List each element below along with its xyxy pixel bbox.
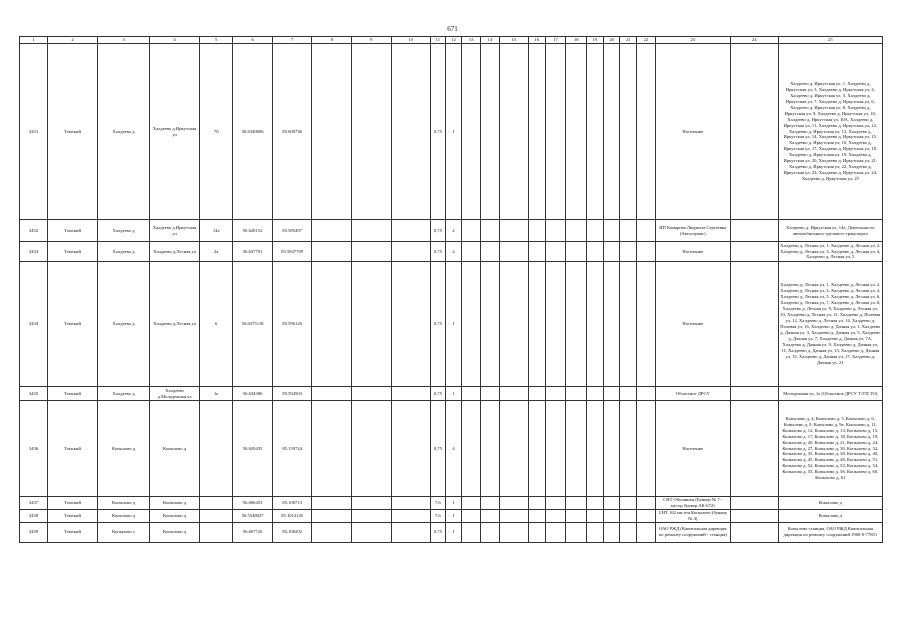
column-header: 21 bbox=[620, 37, 637, 44]
column-header: 2 bbox=[48, 37, 98, 44]
empty-cell bbox=[312, 262, 352, 387]
empty-cell bbox=[528, 220, 545, 242]
empty-cell bbox=[566, 387, 587, 401]
empty-cell bbox=[603, 220, 620, 242]
served-objects-cell: Халдеево д, Лесная ул, 1, Халдеево д, Лесная ул, 2, Халдеево д, Лесная ул, 3, Халдеево д, Лесная ул, 4, Халдеево д, Лесная ул, 5 bbox=[778, 242, 882, 262]
register-table bbox=[19, 36, 883, 543]
empty-cell bbox=[545, 262, 566, 387]
district-cell: Томский bbox=[48, 387, 98, 401]
street-cell: Халдеево д.Молодежная ул bbox=[150, 387, 200, 401]
column-header: 6 bbox=[233, 37, 273, 44]
empty-cell bbox=[528, 262, 545, 387]
page-number: 671 bbox=[447, 25, 458, 33]
empty-cell bbox=[462, 262, 481, 387]
empty-cell bbox=[620, 44, 637, 220]
empty-cell bbox=[499, 509, 528, 522]
street-cell: Копылово д bbox=[150, 401, 200, 497]
empty-cell bbox=[499, 262, 528, 387]
latitude-cell: 56.6340006 bbox=[233, 44, 273, 220]
empty-cell bbox=[566, 509, 587, 522]
owner-cell: ИП Комарова Людмила Сергеевна (Автосервис) bbox=[655, 220, 730, 242]
empty-cell bbox=[566, 522, 587, 542]
empty-cell bbox=[566, 220, 587, 242]
row-number-cell: 3435 bbox=[20, 387, 48, 401]
owner-cell: Население bbox=[655, 262, 730, 387]
empty-cell bbox=[603, 262, 620, 387]
count-cell: 4 bbox=[445, 401, 462, 497]
latitude-cell: 56.5548027 bbox=[233, 509, 273, 522]
empty-cell bbox=[462, 401, 481, 497]
latitude-cell: 56.637791 bbox=[233, 242, 273, 262]
empty-cell bbox=[391, 509, 431, 522]
empty-cell bbox=[499, 387, 528, 401]
house-cell bbox=[200, 509, 233, 522]
longitude-cell: 85.585497 bbox=[272, 220, 312, 242]
empty-cell bbox=[391, 262, 431, 387]
empty-cell bbox=[587, 242, 604, 262]
empty-cell bbox=[620, 497, 637, 510]
column-header: 17 bbox=[545, 37, 566, 44]
empty-cell bbox=[587, 497, 604, 510]
served-objects-cell: Копылово станция, ОАО РЖД Капитальная дирекция по ремонту сооружений 1900-0-77651 bbox=[778, 522, 882, 542]
empty-cell bbox=[566, 401, 587, 497]
latitude-cell: 56.6375118 bbox=[233, 262, 273, 387]
empty-cell bbox=[603, 44, 620, 220]
empty-cell bbox=[545, 220, 566, 242]
empty-cell bbox=[730, 387, 778, 401]
empty-cell bbox=[528, 401, 545, 497]
settlement-cell: Халдеево д bbox=[98, 220, 150, 242]
district-cell: Томский bbox=[48, 220, 98, 242]
empty-cell bbox=[481, 497, 500, 510]
served-objects-cell: Копылово д, 4, Копылово д, 5, Копылово д, 6, Копылово д, 9, Копылово д, 9а, Копылово д, 11, Копылово д, 12, Копылово д, 13, Копылово д, 15, Копылово д, 17, Копылово д, 18, Копылово д, 19, Копылово д, 20, Копылово д, 21, Копылово д, 24, Копылово д, 27, Копылово д, 30, Копылово д, 32, Копылово д, 35, Копылово д, 38, Копылово д, 40, Копылово д, 45, Копылово д, 48, Копылово д, 51, Копылово д, 52, Копылово д, 53, Копылово д, 54, Копылово д, 55, Копылово д, 56, Копылово д, 60, Копылово д, 61 bbox=[778, 401, 882, 497]
empty-cell bbox=[730, 497, 778, 510]
longitude-cell: 85.600736 bbox=[272, 44, 312, 220]
latitude-cell: 56.629435 bbox=[233, 401, 273, 497]
volume-cell: 0,75 bbox=[431, 401, 446, 497]
empty-cell bbox=[312, 522, 352, 542]
count-cell: 2 bbox=[445, 220, 462, 242]
empty-cell bbox=[312, 44, 352, 220]
count-cell: 1 bbox=[445, 509, 462, 522]
empty-cell bbox=[481, 242, 500, 262]
column-header: 10 bbox=[391, 37, 431, 44]
row-number-cell: 3434 bbox=[20, 262, 48, 387]
empty-cell bbox=[545, 401, 566, 497]
house-cell bbox=[200, 522, 233, 542]
empty-cell bbox=[462, 497, 481, 510]
empty-cell bbox=[620, 509, 637, 522]
volume-cell: 0,75 bbox=[431, 522, 446, 542]
empty-cell bbox=[587, 44, 604, 220]
empty-cell bbox=[545, 509, 566, 522]
empty-cell bbox=[730, 509, 778, 522]
empty-cell bbox=[620, 262, 637, 387]
served-objects-cell: Халдеево д, Иркутская ул, 1, Халдеево д, Иркутская ул, 3, Халдеево д, Иркутская ул, 4, Халдеево д, Иркутская ул, 5, Халдеево д, Иркутская ул, 7, Халдеево д, Иркутская ул, 6, Халдеево д, Иркутская ул, 8, Халдеево д, Иркутская ул, 9, Халдеево д, Иркутская ул, 10, Халдеево д, Иркутская ул, 10А, Халдеево д, Иркутская ул, 11, Халдеево д, Иркутская ул, 12, Халдеево д, Иркутская ул, 13, Халдеево д, Иркутская ул, 14, Халдеево д, Иркутская ул, 15, Халдеево д, Иркутская ул, 16, Халдеево д, Иркутская ул, 17, Халдеево д, Иркутская ул, 18, Халдеево д, Иркутская ул, 19, Халдеево д, Иркутская ул, 20, Халдеево д, Иркутская ул, 21, Халдеево д, Иркутская ул, 22, Халдеево д, Иркутская ул, 23, Халдеево д, Иркутская ул, 24, Халдеево д, Иркутская ул, 25 bbox=[778, 44, 882, 220]
district-cell: Томский bbox=[48, 522, 98, 542]
longitude-cell: 85.159724 bbox=[272, 401, 312, 497]
volume-cell: 0,75 bbox=[431, 387, 446, 401]
served-objects-cell: Копылово д bbox=[778, 497, 882, 510]
empty-cell bbox=[391, 387, 431, 401]
column-header: 25 bbox=[778, 37, 882, 44]
table-row bbox=[20, 522, 883, 542]
empty-cell bbox=[351, 497, 391, 510]
empty-cell bbox=[603, 522, 620, 542]
empty-cell bbox=[481, 220, 500, 242]
empty-cell bbox=[587, 401, 604, 497]
empty-cell bbox=[587, 262, 604, 387]
empty-cell bbox=[620, 387, 637, 401]
row-number-cell: 3433 bbox=[20, 242, 48, 262]
count-cell: 1 bbox=[445, 522, 462, 542]
empty-cell bbox=[462, 44, 481, 220]
empty-cell bbox=[566, 497, 587, 510]
table-row bbox=[20, 262, 883, 387]
empty-cell bbox=[637, 242, 656, 262]
empty-cell bbox=[587, 220, 604, 242]
empty-cell bbox=[637, 262, 656, 387]
table-row bbox=[20, 44, 883, 220]
empty-cell bbox=[545, 522, 566, 542]
empty-cell bbox=[603, 242, 620, 262]
settlement-cell: Халдеево д bbox=[98, 387, 150, 401]
empty-cell bbox=[620, 242, 637, 262]
table-row bbox=[20, 220, 883, 242]
street-cell: Копылово д bbox=[150, 509, 200, 522]
empty-cell bbox=[566, 242, 587, 262]
empty-cell bbox=[312, 387, 352, 401]
row-number-cell: 3437 bbox=[20, 497, 48, 510]
empty-cell bbox=[351, 44, 391, 220]
settlement-cell: Копылово д bbox=[98, 401, 150, 497]
empty-cell bbox=[462, 387, 481, 401]
empty-cell bbox=[312, 220, 352, 242]
empty-cell bbox=[545, 44, 566, 220]
longitude-cell: 85,100292 bbox=[272, 522, 312, 542]
column-header: 14 bbox=[481, 37, 500, 44]
table-row bbox=[20, 509, 883, 522]
district-cell: Томский bbox=[48, 509, 98, 522]
row-number-cell: 3438 bbox=[20, 509, 48, 522]
empty-cell bbox=[351, 522, 391, 542]
table-row bbox=[20, 387, 883, 401]
column-header: 20 bbox=[603, 37, 620, 44]
column-header: 8 bbox=[312, 37, 352, 44]
street-cell: Халдеево д.Лесная ул bbox=[150, 242, 200, 262]
empty-cell bbox=[499, 242, 528, 262]
district-cell: Томский bbox=[48, 401, 98, 497]
longitude-cell: 85.5847709 bbox=[272, 242, 312, 262]
empty-cell bbox=[462, 509, 481, 522]
count-cell: 1 bbox=[445, 387, 462, 401]
empty-cell bbox=[637, 497, 656, 510]
house-cell: 14а bbox=[200, 220, 233, 242]
empty-cell bbox=[637, 522, 656, 542]
empty-cell bbox=[603, 401, 620, 497]
empty-cell bbox=[566, 262, 587, 387]
street-cell: Копылово д bbox=[150, 497, 200, 510]
empty-cell bbox=[462, 220, 481, 242]
empty-cell bbox=[587, 522, 604, 542]
volume-cell: 0,75 bbox=[431, 262, 446, 387]
empty-cell bbox=[730, 262, 778, 387]
served-objects-cell: Молодежная ул, 1ь (Областное ДРСУ Т/УП ТО) bbox=[778, 387, 882, 401]
empty-cell bbox=[730, 242, 778, 262]
empty-cell bbox=[499, 220, 528, 242]
empty-cell bbox=[391, 44, 431, 220]
empty-cell bbox=[637, 509, 656, 522]
empty-cell bbox=[620, 220, 637, 242]
house-cell: 70 bbox=[200, 44, 233, 220]
volume-cell: 0,75 bbox=[431, 242, 446, 262]
empty-cell bbox=[391, 242, 431, 262]
empty-cell bbox=[351, 220, 391, 242]
column-header: 12 bbox=[445, 37, 462, 44]
empty-cell bbox=[528, 509, 545, 522]
empty-cell bbox=[730, 220, 778, 242]
empty-cell bbox=[462, 522, 481, 542]
empty-cell bbox=[312, 242, 352, 262]
empty-cell bbox=[391, 220, 431, 242]
empty-cell bbox=[481, 401, 500, 497]
empty-cell bbox=[351, 401, 391, 497]
latitude-cell: 56,606453 bbox=[233, 497, 273, 510]
empty-cell bbox=[312, 401, 352, 497]
column-header: 9 bbox=[351, 37, 391, 44]
district-cell: Томский bbox=[48, 262, 98, 387]
house-cell bbox=[200, 401, 233, 497]
table-row bbox=[20, 242, 883, 262]
owner-cell: СНТ 162 им.ген Копылово (бункер № 4) bbox=[655, 509, 730, 522]
served-objects-cell: Халдеево д, Иркутская ул, 14а, Деятельность автомобильного грузового транспорта bbox=[778, 220, 882, 242]
column-header: 19 bbox=[587, 37, 604, 44]
owner-cell: Население bbox=[655, 242, 730, 262]
house-cell bbox=[200, 497, 233, 510]
owner-cell: Население bbox=[655, 44, 730, 220]
street-cell: Халдеево д.Лесная ул bbox=[150, 262, 200, 387]
table-row bbox=[20, 401, 883, 497]
empty-cell bbox=[587, 509, 604, 522]
row-number-cell: 3439 bbox=[20, 522, 48, 542]
empty-cell bbox=[603, 497, 620, 510]
empty-cell bbox=[499, 522, 528, 542]
empty-cell bbox=[312, 497, 352, 510]
count-cell: 1 bbox=[445, 44, 462, 220]
empty-cell bbox=[481, 44, 500, 220]
empty-cell bbox=[528, 44, 545, 220]
owner-cell: Областное ДРСУ bbox=[655, 387, 730, 401]
empty-cell bbox=[620, 401, 637, 497]
empty-cell bbox=[499, 401, 528, 497]
empty-cell bbox=[730, 522, 778, 542]
street-cell: Халдеево д.Иркутская ул bbox=[150, 44, 200, 220]
volume-cell: 7,6 bbox=[431, 509, 446, 522]
column-header: 1 bbox=[20, 37, 48, 44]
empty-cell bbox=[481, 509, 500, 522]
column-header: 22 bbox=[637, 37, 656, 44]
latitude-cell: 56.620152 bbox=[233, 220, 273, 242]
empty-cell bbox=[528, 387, 545, 401]
table-row bbox=[20, 497, 883, 510]
served-objects-cell: Копылово д bbox=[778, 509, 882, 522]
count-cell: 1 bbox=[445, 262, 462, 387]
row-number-cell: 3431 bbox=[20, 44, 48, 220]
empty-cell bbox=[481, 522, 500, 542]
column-header: 7 bbox=[272, 37, 312, 44]
settlement-cell: Копылово д bbox=[98, 509, 150, 522]
column-header: 18 bbox=[566, 37, 587, 44]
empty-cell bbox=[391, 522, 431, 542]
empty-cell bbox=[528, 242, 545, 262]
empty-cell bbox=[603, 387, 620, 401]
column-header: 11 bbox=[431, 37, 446, 44]
street-cell: Копылово д bbox=[150, 522, 200, 542]
empty-cell bbox=[637, 44, 656, 220]
empty-cell bbox=[566, 44, 587, 220]
longitude-cell: 85.596126 bbox=[272, 262, 312, 387]
empty-cell bbox=[351, 262, 391, 387]
volume-cell: 0,75 bbox=[431, 220, 446, 242]
empty-cell bbox=[351, 242, 391, 262]
empty-cell bbox=[730, 401, 778, 497]
empty-cell bbox=[545, 242, 566, 262]
house-cell: 6 bbox=[200, 262, 233, 387]
empty-cell bbox=[351, 509, 391, 522]
count-cell: 1 bbox=[445, 497, 462, 510]
empty-cell bbox=[528, 497, 545, 510]
settlement-cell: Халдеево д bbox=[98, 262, 150, 387]
owner-cell: Население bbox=[655, 401, 730, 497]
empty-cell bbox=[637, 220, 656, 242]
empty-cell bbox=[730, 44, 778, 220]
empty-cell bbox=[481, 262, 500, 387]
empty-cell bbox=[391, 401, 431, 497]
street-cell: Халдеево д.Иркутская ул bbox=[150, 220, 200, 242]
house-cell: 2а bbox=[200, 242, 233, 262]
empty-cell bbox=[351, 387, 391, 401]
column-number-header-row bbox=[20, 37, 883, 44]
owner-cell: ОАО РЖД (Капитальная дирекция по ремонту сооружений - станция) bbox=[655, 522, 730, 542]
empty-cell bbox=[587, 387, 604, 401]
volume-cell: 7,6 bbox=[431, 497, 446, 510]
count-cell: 2 bbox=[445, 242, 462, 262]
longitude-cell: 85.594503 bbox=[272, 387, 312, 401]
column-header: 3 bbox=[98, 37, 150, 44]
latitude-cell: 56.634386 bbox=[233, 387, 273, 401]
empty-cell bbox=[499, 497, 528, 510]
empty-cell bbox=[528, 522, 545, 542]
empty-cell bbox=[481, 387, 500, 401]
row-number-cell: 3432 bbox=[20, 220, 48, 242]
column-header: 15 bbox=[499, 37, 528, 44]
volume-cell: 0,75 bbox=[431, 44, 446, 220]
settlement-cell: Халдеево д bbox=[98, 242, 150, 262]
column-header: 13 bbox=[462, 37, 481, 44]
longitude-cell: 85,100713 bbox=[272, 497, 312, 510]
column-header: 24 bbox=[730, 37, 778, 44]
district-cell: Томский bbox=[48, 44, 98, 220]
empty-cell bbox=[545, 387, 566, 401]
column-header: 16 bbox=[528, 37, 545, 44]
settlement-cell: Копылово д bbox=[98, 497, 150, 510]
column-header: 5 bbox=[200, 37, 233, 44]
settlement-cell: Халдеево д bbox=[98, 44, 150, 220]
house-cell: 1ь bbox=[200, 387, 233, 401]
empty-cell bbox=[312, 509, 352, 522]
empty-cell bbox=[603, 509, 620, 522]
row-number-cell: 3436 bbox=[20, 401, 48, 497]
empty-cell bbox=[462, 242, 481, 262]
empty-cell bbox=[545, 497, 566, 510]
column-header: 4 bbox=[150, 37, 200, 44]
empty-cell bbox=[637, 401, 656, 497]
empty-cell bbox=[499, 44, 528, 220]
latitude-cell: 56,607726 bbox=[233, 522, 273, 542]
owner-cell: СНТ Обушинец (Бункер № 7 - мусор бункер АК-672) bbox=[655, 497, 730, 510]
district-cell: Томский bbox=[48, 497, 98, 510]
district-cell: Томский bbox=[48, 242, 98, 262]
empty-cell bbox=[391, 497, 431, 510]
served-objects-cell: Халдеево д, Лесная ул, 1, Халдеево д, Лесная ул, 2, Халдеево д, Лесная ул, 3, Халдеево д, Лесная ул, 4, Халдеево д, Лесная ул, 5, Халдеево д, Лесная ул, 6, Халдеево д, Лесная ул, 7, Халдеево д, Лесная ул, 8, Халдеево д, Лесная ул, 9, Халдеево д, Лесная ул, 10, Халдеево д, Лесная ул, 11, Халдеево д, Полевая ул, 12, Халдеево д, Лесная ул, 14, Халдеево д, Полевая ул, 16, Халдеево д, Дачная ул, 1, Халдеево д, Дачная ул, 3, Халдеево д, Дачная ул, 5, Халдеево д, Дачная ул, 7, Халдеево д, Дачная ул, 7А, Халдеево д, Дачная ул, 9, Халдеево д, Дачная ул, 11, Халдеево д, Дачная ул, 13, Халдеево д, Дачная ул, 15, Халдеево д, Дачная ул, 17, Халдеево д, Дачная ул, 21 bbox=[778, 262, 882, 387]
settlement-cell: Копылово с bbox=[98, 522, 150, 542]
column-header: 23 bbox=[655, 37, 730, 44]
empty-cell bbox=[637, 387, 656, 401]
longitude-cell: 85.1012145 bbox=[272, 509, 312, 522]
empty-cell bbox=[620, 522, 637, 542]
